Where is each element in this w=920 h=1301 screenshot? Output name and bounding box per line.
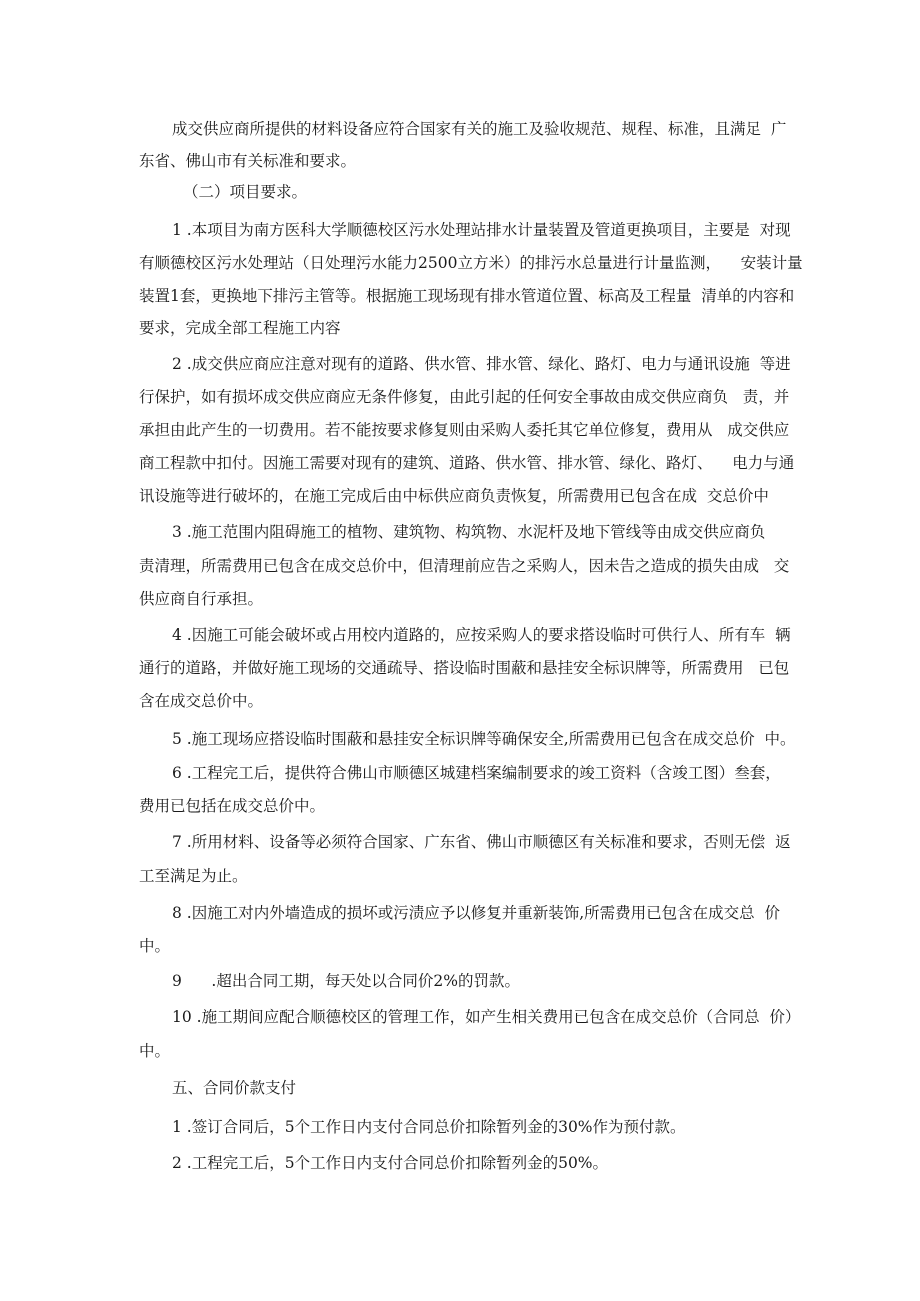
section-heading: （二）项目要求。 (183, 183, 308, 201)
item-2-line-2: 行保护，如有损坏成交供应商应无条件修复，由此引起的任何安全事故由成交供应商负 责，并 (139, 388, 790, 406)
item-2-line-4: 商工程款中扣付。因施工需要对现有的建筑、道路、供水管、排水管、绿化、路灯、 电力与通 (139, 454, 795, 472)
item-7-line-1: 7 .所用材料、设备等必须符合国家、广东省、佛山市顺德区有关标准和要求，否则无偿 返 (172, 833, 791, 851)
payment-item-2: 2 .工程完工后，5个工作日内支付合同总价扣除暂列金的50%。 (172, 1154, 609, 1172)
item-6-line-1: 6 .工程完工后，提供符合佛山市顺德区城建档案编制要求的竣工资料（含竣工图）叁套， (172, 764, 781, 782)
intro-line-2: 东省、佛山市有关标准和要求。 (139, 152, 357, 170)
item-7-line-2: 工至满足为止。 (139, 867, 248, 885)
item-1-line-3: 装置1套，更换地下排污主管等。根据施工现场现有排水管道位置、标高及工程量 清单的内容和 (139, 287, 795, 305)
item-1-line-2: 有顺德校区污水处理站（日处理污水能力2500立方米）的排污水总量进行计量监测， 安装计量 (139, 254, 803, 272)
item-3-line-3: 供应商自行承担。 (139, 590, 264, 608)
item-4-line-2: 通行的道路，并做好施工现场的交通疏导、搭设临时围蔽和悬挂安全标识牌等，所需费用 已包 (139, 659, 790, 677)
section-heading: 五、合同价款支付 (172, 1079, 297, 1097)
item-4-line-3: 含在成交总价中。 (139, 692, 264, 710)
item-1-line-1: 1 .本项目为南方医科大学顺德校区污水处理站排水计量装置及管道更换项目，主要是 对现 (172, 221, 791, 239)
item-8-line-1: 8 .因施工对内外墙造成的损坏或污渍应予以修复并重新装饰,所需费用已包含在成交总 价 (172, 904, 780, 922)
item-2-line-5: 讯设施等进行破坏的，在施工完成后由中标供应商负责恢复，所需费用已包含在成 交总价中 (139, 487, 769, 505)
payment-item-1: 1 .签订合同后，5个工作日内支付合同总价扣除暂列金的30%作为预付款。 (172, 1118, 686, 1136)
item-3-line-2: 责清理，所需费用已包含在成交总价中，但清理前应告之采购人，因未告之造成的损失由成 交 (139, 557, 790, 575)
item-9-line-1: 9 .超出合同工期，每天处以合同价2%的罚款。 (172, 972, 520, 990)
item-4-line-1: 4 .因施工可能会破坏或占用校内道路的，应按采购人的要求搭设临时可供行人、所有车 辆 (172, 626, 791, 644)
item-8-line-2: 中。 (139, 937, 171, 955)
item-10-line-2: 中。 (139, 1042, 171, 1060)
item-1-line-4: 要求，完成全部工程施工内容 (139, 319, 341, 337)
item-10-line-1: 10 .施工期间应配合顺德校区的管理工作，如产生相关费用已包含在成交总价（合同总 价） (172, 1008, 801, 1026)
item-5-line-1: 5 .施工现场应搭设临时围蔽和悬挂安全标识牌等确保安全,所需费用已包含在成交总价 中。 (172, 730, 796, 748)
item-2-line-1: 2 .成交供应商应注意对现有的道路、供水管、排水管、绿化、路灯、电力与通讯设施 等进 (172, 355, 791, 373)
item-6-line-2: 费用已包括在成交总价中。 (139, 797, 326, 815)
intro-line-1: 成交供应商所提供的材料设备应符合国家有关的施工及验收规范、规程、标准，且满足 广 (172, 120, 787, 138)
item-3-line-1: 3 .施工范围内阻碍施工的植物、建筑物、构筑物、水泥杆及地下管线等由成交供应商负 (172, 523, 766, 541)
item-2-line-3: 承担由此产生的一切费用。若不能按要求修复则由采购人委托其它单位修复，费用从 成交供应 (139, 421, 790, 439)
